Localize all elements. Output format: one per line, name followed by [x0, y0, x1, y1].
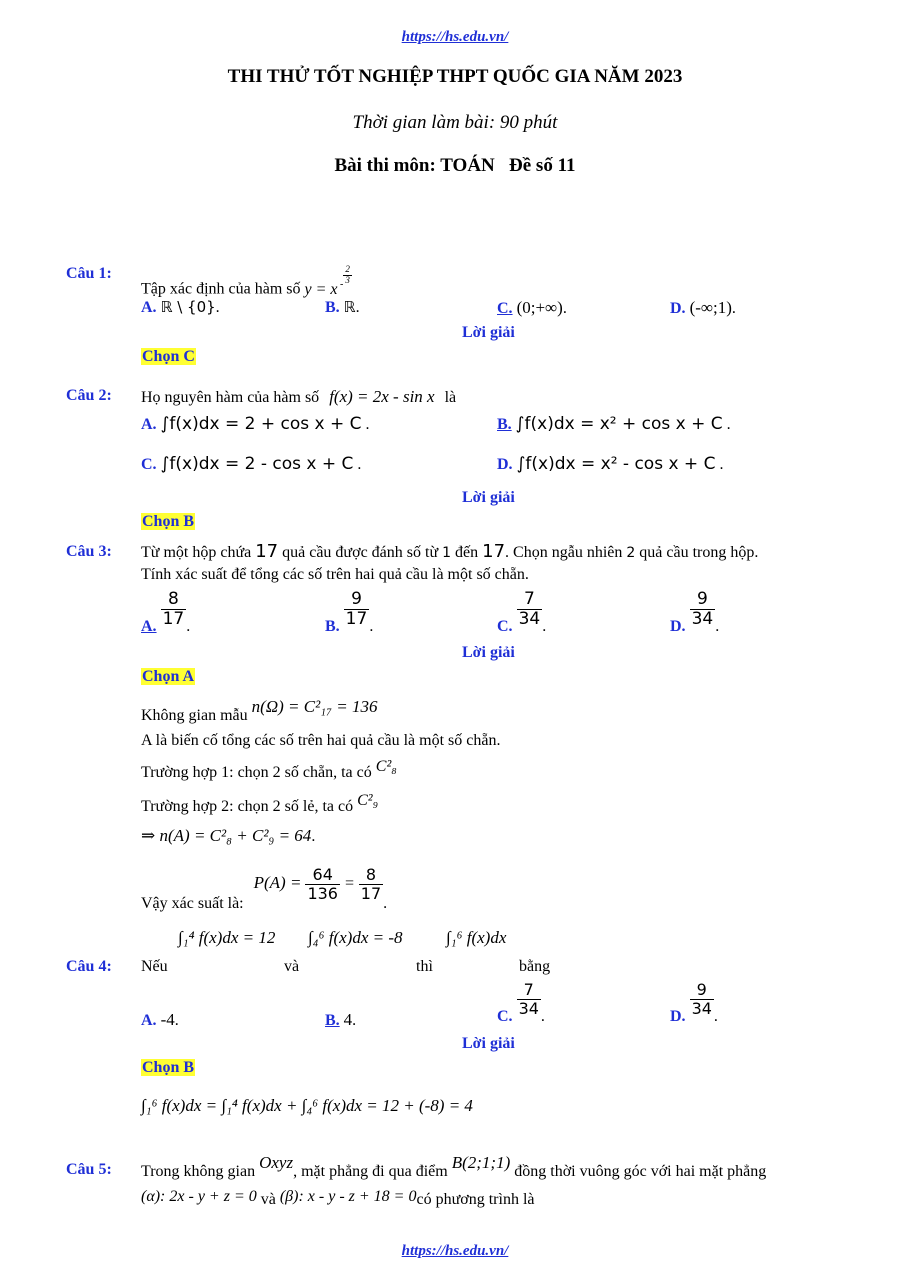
- header-link[interactable]: https://hs.edu.vn/: [401, 29, 509, 45]
- q1-option-a[interactable]: A. ℝ \ {0}.: [141, 298, 220, 316]
- q3-option-a-label: A.: [141, 617, 157, 635]
- q1-text: [141, 265, 352, 299]
- q3-prob-num2: 8: [359, 866, 383, 885]
- footer-link-row: [0, 1242, 910, 1260]
- q1-number: Câu 1:: [66, 265, 112, 282]
- q3-option-b[interactable]: B. $\frac{9}{17}$ .: [325, 589, 374, 635]
- q3-sample-space-formula: n(Ω) = C²₁₇ = 136: [251, 697, 378, 716]
- q3-solution-heading: Lời giải: [462, 644, 515, 661]
- q5-line2: [141, 1188, 534, 1209]
- q2-tail: là: [444, 389, 457, 406]
- q3-prob-lhs: P(A) =: [253, 872, 302, 892]
- q4-number: Câu 4:: [66, 958, 112, 975]
- q3-prob-den2: 17: [360, 883, 382, 903]
- q4-d-den: 34: [691, 998, 712, 1018]
- q4-option-c-frac: [517, 981, 541, 1017]
- q5-line1: [141, 1153, 766, 1181]
- exam-title: THI THỬ TỐT NGHIỆP THPT QUỐC GIA NĂM 2023: [227, 66, 683, 87]
- q1-answer: Chọn C: [142, 348, 195, 365]
- q3-text-d: . Chọn ngẫu nhiên: [505, 544, 623, 561]
- q2-option-b[interactable]: B. ∫f(x)dx = x² + cos x + C .: [497, 414, 731, 434]
- q3-text-a: Từ một hộp chứa: [141, 544, 252, 561]
- q2-answer-row: [141, 513, 195, 531]
- q4-option-a-value: -4: [160, 1010, 175, 1029]
- q4-c-num: 7: [517, 981, 541, 1000]
- q4-integral1: ∫₁⁴ f(x)dx = 12: [178, 928, 276, 947]
- q1-option-b-label: B.: [325, 299, 340, 316]
- q1-option-d-label: D.: [670, 300, 686, 317]
- q3-line1: [141, 541, 758, 562]
- q4-option-b-value: 4: [343, 1010, 353, 1029]
- q2-formula: f(x) = 2x - sin x: [329, 387, 435, 406]
- q5-text-4: và: [260, 1191, 276, 1208]
- q3-na-formula: ⇒ n(A) = C²₈ + C²₉ = 64: [141, 826, 312, 845]
- q3-sol-line4: [141, 792, 378, 816]
- q3-sol-line2: A là biến cố tổng các số trên hai quả cầu là một số chẵn.: [141, 732, 501, 749]
- q4-w2: và: [284, 958, 300, 975]
- q3-text-b: quả cầu được đánh số từ: [282, 544, 439, 561]
- q3-c-den: 34: [518, 608, 541, 629]
- q2-option-b-label: B.: [497, 416, 512, 433]
- q3-line2: Tính xác suất để tổng các số trên hai quả cầu là một số chẵn.: [141, 566, 529, 583]
- exam-subject: Bài thi môn: TOÁN Đề số 11: [334, 155, 576, 176]
- q4-option-c[interactable]: C. $\frac{7}{34}$ .: [497, 980, 545, 1025]
- q4-integral2: ∫₄⁶ f(x)dx = -8: [308, 928, 403, 947]
- q2-option-c-value: ∫f(x)dx = 2 - cos x + C: [160, 454, 354, 474]
- q5-number: Câu 5:: [66, 1161, 112, 1178]
- q3-case1-text: Trường hợp 1: chọn 2 số chẵn, ta có: [141, 764, 372, 781]
- q2-option-c-label: C.: [141, 456, 157, 473]
- q2-number: Câu 2:: [66, 387, 112, 404]
- q4-option-a-label: A.: [141, 1012, 157, 1029]
- q5-formula-point: B(2;1;1): [451, 1153, 511, 1172]
- q3-sol-line3: [141, 758, 397, 782]
- q1-option-d[interactable]: D. (-∞;1).: [670, 298, 736, 317]
- q3-case2-text: Trường hợp 2: chọn 2 số lẻ, ta có: [141, 798, 354, 815]
- q4-option-c-label: C.: [497, 1007, 513, 1025]
- q3-prob-frac1: [305, 866, 340, 902]
- q3-a-num: 8: [161, 590, 187, 610]
- q5-text-1: Trong không gian: [141, 1163, 256, 1180]
- q2-option-d[interactable]: D. ∫f(x)dx = x² - cos x + C .: [497, 454, 724, 474]
- exam-time: Thời gian làm bài: 90 phút: [352, 112, 558, 133]
- q2-option-d-value: ∫f(x)dx = x² - cos x + C: [516, 454, 716, 474]
- footer-link[interactable]: https://hs.edu.vn/: [401, 1243, 509, 1259]
- q3-c-num: 7: [517, 590, 543, 610]
- q3-option-c[interactable]: C. $\frac{7}{34}$ .: [497, 589, 547, 635]
- q2-option-a[interactable]: A. ∫f(x)dx = 2 + cos x + C .: [141, 414, 370, 434]
- q3-answer: Chọn A: [142, 668, 195, 685]
- q3-b-den: 17: [345, 608, 368, 629]
- q2-option-a-label: A.: [141, 416, 157, 433]
- q4-option-d-label: D.: [670, 1007, 686, 1025]
- q3-option-c-label: C.: [497, 617, 513, 635]
- q5-formula-beta: (β): x - y - z + 18 = 0: [279, 1188, 417, 1205]
- q4-solution-formula: ∫₁⁶ f(x)dx = ∫₁⁴ f(x)dx + ∫₄⁶ f(x)dx = 12 + (-8) = 4: [141, 1096, 473, 1115]
- q4-w1: Nếu: [141, 958, 168, 975]
- q3-option-a[interactable]: A. $\frac{8}{17}$ .: [141, 589, 191, 635]
- q3-option-c-frac: [517, 590, 543, 628]
- q2-answer: Chọn B: [142, 513, 195, 530]
- q3-sol-line6: Vậy xác suất là: P(A) = $\frac{64}{136}$ = $\frac{8}{17}$ .: [141, 865, 388, 912]
- q1-option-b-value: ℝ: [343, 298, 356, 316]
- q4-d-num: 9: [690, 981, 714, 1000]
- q3-b-num: 9: [344, 590, 370, 610]
- q3-option-a-frac: [161, 590, 187, 628]
- q1-option-c-label: C.: [497, 300, 513, 317]
- q3-n1: 17: [255, 541, 279, 562]
- q3-option-d[interactable]: D. $\frac{9}{34}$ .: [670, 589, 720, 635]
- q3-sol-line5: ⇒ n(A) = C²₈ + C²₉ = 64.: [141, 826, 316, 845]
- q2-option-b-value: ∫f(x)dx = x² + cos x + C: [515, 414, 723, 434]
- q3-option-b-label: B.: [325, 617, 340, 635]
- q3-prob-num1: 64: [305, 866, 340, 885]
- header-link-row: [0, 28, 910, 46]
- q3-answer-row: [141, 668, 195, 686]
- q2-option-a-value: ∫f(x)dx = 2 + cos x + C: [160, 414, 362, 434]
- q2-option-d-label: D.: [497, 456, 513, 473]
- q4-c-den: 34: [518, 998, 539, 1018]
- q3-number: Câu 3:: [66, 543, 112, 560]
- q3-text-c: đến: [455, 544, 479, 561]
- q3-sol-line1: [141, 697, 377, 725]
- q2-text: [141, 387, 456, 407]
- q2-question: Họ nguyên hàm của hàm số: [141, 389, 320, 406]
- q3-d-den: 34: [691, 608, 714, 629]
- q4-option-b[interactable]: B. 4.: [325, 1010, 357, 1029]
- q3-n4: 2: [626, 545, 636, 561]
- q1-question: Tập xác định của hàm số: [141, 280, 301, 298]
- q3-prob-den1: 136: [307, 883, 338, 903]
- q5-formula-alpha: (α): 2x - y + z = 0: [141, 1188, 257, 1205]
- q4-integral3: ∫₁⁶ f(x)dx: [446, 928, 507, 947]
- q3-option-d-frac: [690, 590, 716, 628]
- q3-case2-formula: C²₉: [357, 792, 379, 809]
- q1-solution-heading: Lời giải: [462, 324, 515, 341]
- q1-option-b[interactable]: B. ℝ.: [325, 298, 360, 316]
- q4-answer: Chọn B: [142, 1059, 195, 1076]
- q3-n2: 1: [442, 545, 452, 561]
- q1-formula: y = x $^{- \frac{2}{3}}$: [304, 264, 350, 298]
- q3-d-num: 9: [690, 590, 716, 610]
- q5-text-3: đồng thời vuông góc với hai mặt phẳng: [514, 1163, 767, 1180]
- q4-solution-heading: Lời giải: [462, 1035, 515, 1052]
- q1-option-a-label: A.: [141, 299, 157, 316]
- q3-option-d-label: D.: [670, 617, 686, 635]
- q5-text-2: , mặt phẳng đi qua điểm: [293, 1163, 448, 1180]
- q3-text-e: quả cầu trong hộp.: [639, 544, 759, 561]
- q2-option-c[interactable]: C. ∫f(x)dx = 2 - cos x + C .: [141, 454, 362, 474]
- q3-case1-formula: C²₈: [375, 758, 397, 775]
- q1-option-a-value: ℝ \ {0}: [160, 298, 216, 316]
- q2-solution-heading: Lời giải: [462, 489, 515, 506]
- q1-option-d-value: (-∞;1): [689, 298, 732, 317]
- q4-answer-row: [141, 1059, 195, 1077]
- q1-answer-row: [141, 348, 196, 366]
- q4-w3: thì: [416, 958, 433, 975]
- q4-option-d[interactable]: D. $\frac{9}{34}$ .: [670, 980, 718, 1025]
- q4-option-a[interactable]: A. -4.: [141, 1010, 179, 1029]
- q4-w4: bằng: [519, 958, 551, 975]
- q4-option-b-label: B.: [325, 1012, 340, 1029]
- q4-option-d-frac: [690, 981, 714, 1017]
- q3-option-b-frac: [344, 590, 370, 628]
- q5-formula-oxyz: Oxyz: [259, 1153, 294, 1172]
- q1-option-c[interactable]: C. (0;+∞).: [497, 298, 567, 317]
- q3-sample-space-text: Không gian mẫu: [141, 707, 248, 724]
- q3-n3: 17: [482, 541, 506, 562]
- q3-prob-text: Vậy xác suất là:: [141, 894, 244, 912]
- q5-text-5: có phương trình là: [416, 1191, 535, 1208]
- q3-prob-frac2: [359, 866, 383, 902]
- q1-option-c-value: (0;+∞): [516, 298, 563, 317]
- q3-a-den: 17: [162, 608, 185, 629]
